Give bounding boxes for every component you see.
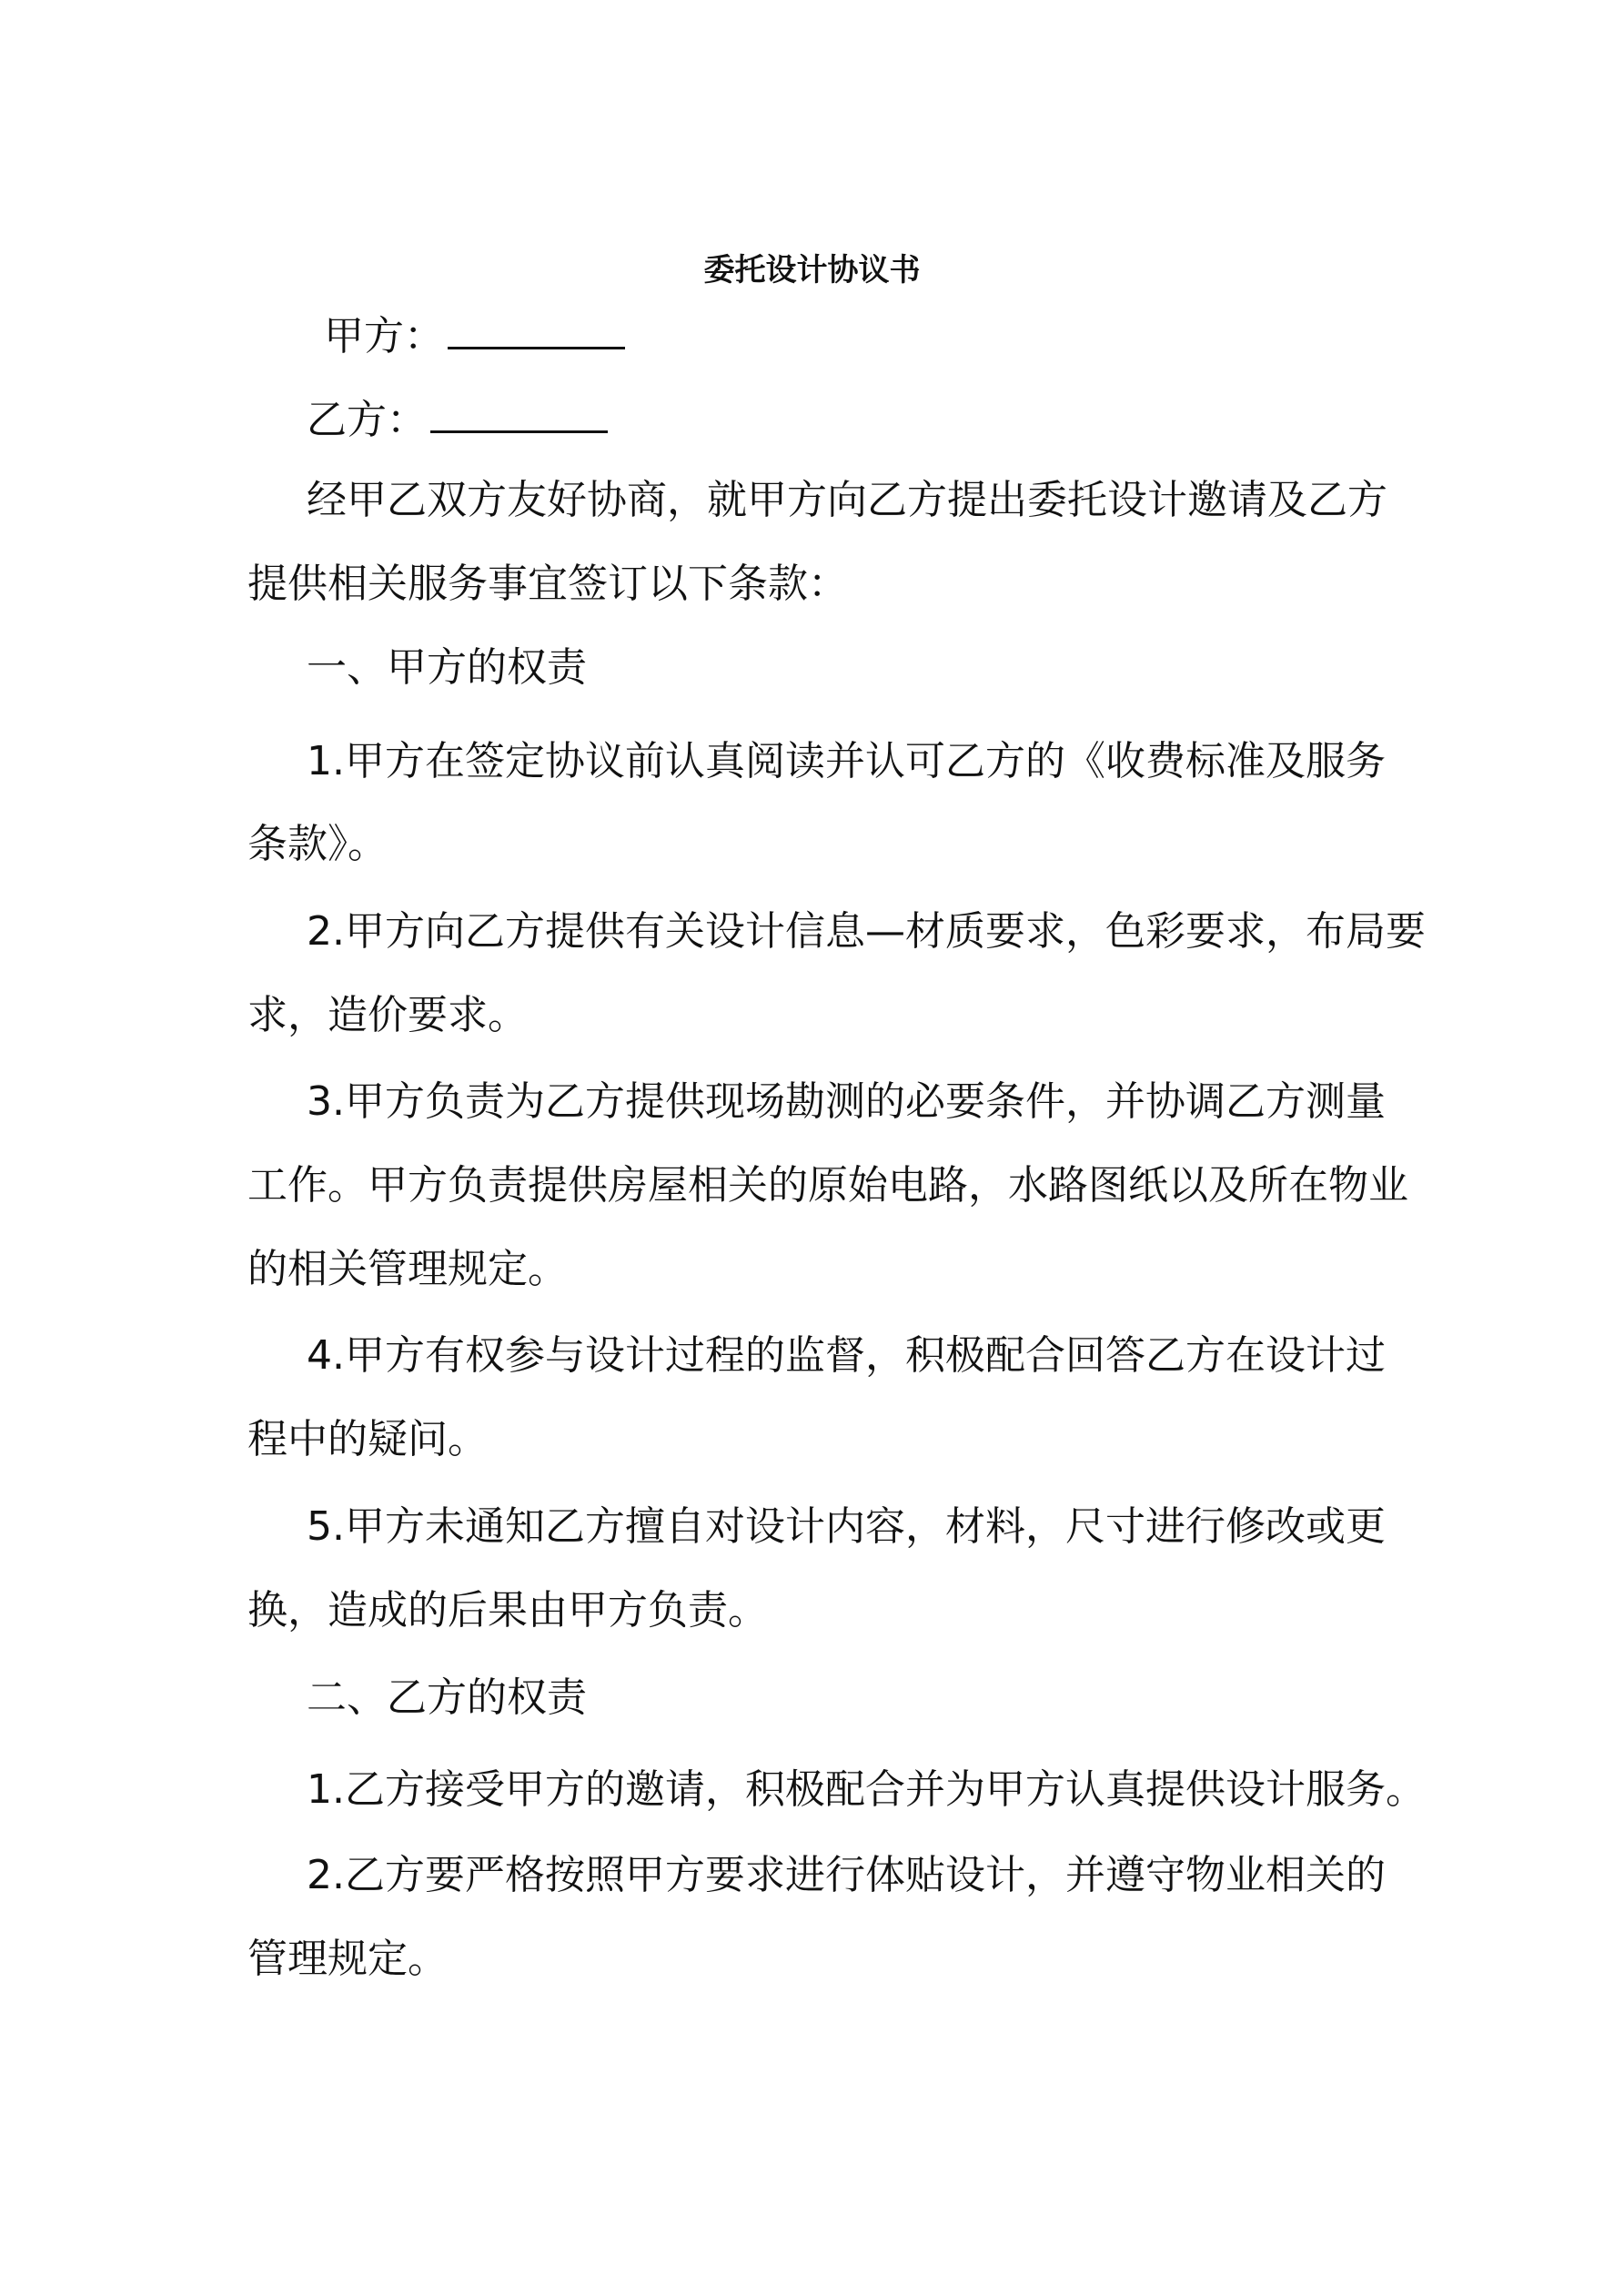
party-b-label: 乙方： — [307, 397, 427, 443]
section-1-item-4-line-2: 程中的疑问。 — [247, 1416, 488, 1462]
party-a-label: 甲方： — [324, 313, 444, 359]
section-1-item-1-line-1: 1.甲方在签定协议前认真阅读并认可乙方的《收费标准及服务 — [307, 738, 1386, 784]
party-a-line — [0, 307, 1624, 364]
section-1-item-5-line-2: 换，造成的后果由甲方负责。 — [247, 1587, 768, 1633]
intro-line-1: 经甲乙双方友好协商，就甲方向乙方提出委托设计邀请及乙方 — [307, 477, 1387, 523]
section-2-item-2-line-1: 2.乙方要严格按照甲方要求进行体贴设计，并遵守物业相关的 — [307, 1852, 1386, 1898]
section-1-item-2-line-2: 求，造价要求。 — [247, 992, 528, 1038]
section-2-item-2-line-2: 管理规定。 — [247, 1936, 448, 1982]
section-1-item-3-line-3: 的相关管理规定。 — [247, 1246, 568, 1292]
section-1-item-1-line-2: 条款》。 — [247, 821, 388, 867]
section-1-item-2-line-1: 2.甲方向乙方提供有关设计信息—材质要求，色彩要求，布局要 — [307, 908, 1426, 955]
party-b-blank — [430, 390, 608, 433]
section-1-item-4-line-1: 4.甲方有权参与设计过程的监督，积极配合回答乙方在设计过 — [307, 1332, 1386, 1379]
section-2-item-1-line-1: 1.乙方接受甲方的邀请，积极配合并为甲方认真提供设计服务。 — [307, 1766, 1426, 1813]
document-title: 委托设计协议书 — [703, 252, 921, 288]
section-2-heading: 二、乙方的权责 — [307, 1674, 587, 1721]
section-1-item-5-line-1: 5.甲方未通知乙方擅自对设计内容，材料，尺寸进行修改或更 — [307, 1503, 1386, 1550]
section-1-heading: 一、甲方的权责 — [307, 644, 587, 691]
section-1-item-3-line-2: 工作。甲方负责提供房屋相关的原始电路，水路图纸以及所在物业 — [247, 1162, 1408, 1209]
section-1-item-3-line-1: 3.甲方负责为乙方提供现场勘测的必要条件，并协调乙方测量 — [307, 1078, 1386, 1125]
party-b-line — [0, 390, 1624, 448]
intro-line-2: 提供相关服务事宜签订以下条款： — [247, 561, 848, 607]
party-a-blank — [448, 307, 625, 349]
